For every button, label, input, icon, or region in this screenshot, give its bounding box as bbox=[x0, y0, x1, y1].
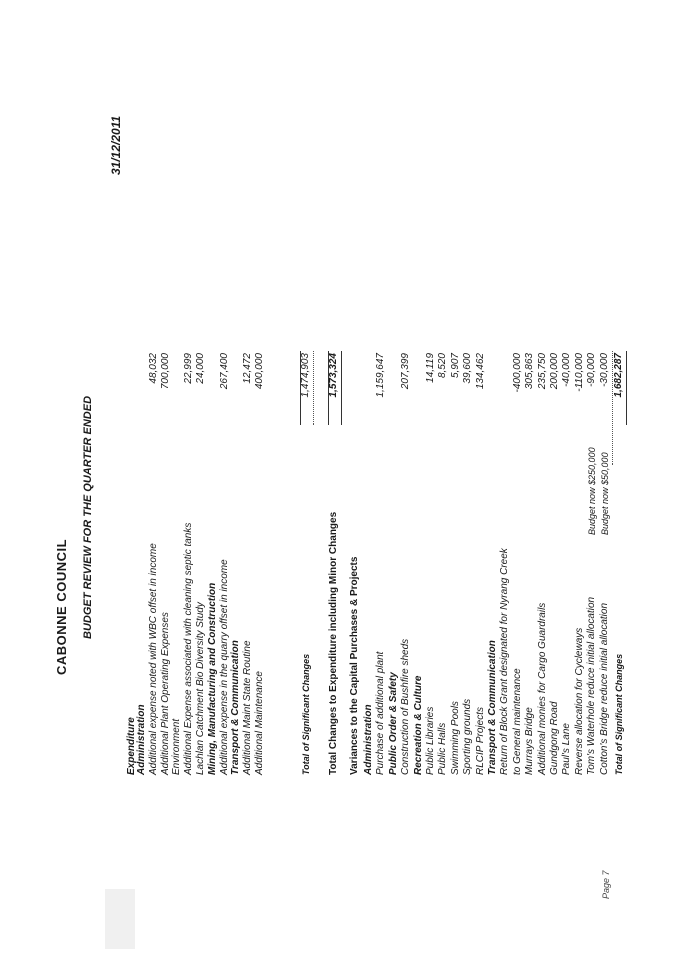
row-value: 48,032 bbox=[147, 353, 159, 384]
row-label: Additional Maint State Routine bbox=[242, 640, 254, 775]
row-value: 5,907 bbox=[449, 353, 461, 379]
row-label: Additional Maintenance bbox=[254, 671, 265, 775]
row-label: Mining, Manufacturing and Construction bbox=[206, 582, 218, 775]
row-label: Environment bbox=[171, 718, 183, 775]
row-value: 134,462 bbox=[474, 353, 486, 390]
row-label: Transport & Communication bbox=[487, 640, 498, 775]
page-number: Page 7 bbox=[601, 870, 611, 899]
row-value: 267,400 bbox=[218, 353, 230, 390]
row-label: Murrays Bridge bbox=[524, 707, 536, 775]
row-note: Budget now $50,000 bbox=[599, 452, 610, 535]
row-note: Budget now $250,000 bbox=[587, 447, 598, 535]
row-label: RLCIP Projects bbox=[474, 707, 486, 775]
row-label: Administration bbox=[136, 704, 147, 775]
row-value: 39,600 bbox=[462, 353, 474, 384]
capital-heading: Variances to the Capital Purchases & Projects bbox=[349, 556, 360, 775]
row-value: 235,750 bbox=[536, 353, 548, 390]
row-value: 200,000 bbox=[549, 353, 560, 390]
row-value: -90,000 bbox=[586, 353, 598, 387]
row-label: Cotton's Bridge reduce initial allocation bbox=[598, 602, 610, 775]
row-label: Administration bbox=[363, 704, 374, 775]
row-value: -400,000 bbox=[511, 353, 523, 393]
row-label: Additional Expense associated with cleaning septic tanks bbox=[183, 522, 195, 775]
expenditure-total-significant-value: 1,474,903 bbox=[300, 353, 311, 398]
expenditure-heading: Expenditure bbox=[126, 717, 137, 775]
row-value: 24,000 bbox=[195, 353, 206, 384]
row-label: Transport & Communication bbox=[230, 640, 242, 775]
row-label: Additional Plant Operating Expenses bbox=[159, 612, 171, 775]
row-label: Tom's Waterhole reduce initial allocation bbox=[586, 596, 598, 775]
council-title: CABONNE COUNCIL bbox=[54, 538, 69, 675]
capital-total-significant-label: Total of Significant Changes bbox=[614, 653, 624, 775]
row-value: 22,999 bbox=[183, 353, 195, 384]
row-value: -30,000 bbox=[598, 353, 610, 387]
row-label: Swimming Pools bbox=[449, 701, 461, 775]
row-label: Public Libraries bbox=[425, 706, 436, 775]
row-label: Additional expense in the quarry offset in income bbox=[218, 559, 230, 775]
row-label: Purchase of additional plant bbox=[375, 651, 387, 775]
capital-total-significant-value: 1,682,287 bbox=[613, 353, 624, 398]
row-label: Reverse allocation for Cycleways bbox=[573, 627, 585, 775]
row-value: -110,000 bbox=[573, 353, 585, 392]
row-value: 207,399 bbox=[400, 353, 412, 390]
row-value: 8,520 bbox=[437, 353, 449, 379]
row-label: Public Halls bbox=[437, 722, 449, 775]
row-label: Construction of Bushfire sheds bbox=[400, 638, 412, 775]
rule bbox=[612, 351, 613, 465]
scan-artifact bbox=[105, 889, 135, 949]
row-label: Recreation & Culture bbox=[412, 675, 424, 775]
row-label: Paul's Lane bbox=[561, 723, 573, 775]
row-value: 14,119 bbox=[425, 353, 436, 383]
row-value: -40,000 bbox=[561, 353, 573, 387]
rule bbox=[626, 351, 627, 425]
row-label: Public Order & Safety bbox=[387, 672, 399, 775]
expenditure-total-significant-label: Total of Significant Changes bbox=[301, 653, 311, 775]
row-value: 400,000 bbox=[254, 353, 265, 390]
row-value: 1,159,647 bbox=[375, 353, 387, 398]
rule bbox=[313, 351, 314, 425]
row-label: Additional expense noted with WBC offset in income bbox=[147, 543, 159, 775]
row-label: Gundgong Road bbox=[549, 701, 560, 775]
rule bbox=[341, 351, 342, 425]
row-label: Additional monies for Cargo Guardrails bbox=[536, 602, 548, 775]
row-label: Sporting grounds bbox=[462, 698, 474, 775]
expenditure-total-minor-value: 1,573,324 bbox=[328, 353, 339, 398]
row-label: to General maintenance bbox=[511, 668, 523, 775]
row-label: Return of Block Grant designated for Nyrang Creek bbox=[499, 548, 511, 775]
row-label: Lachlan Catchment Bio Diversity Study bbox=[195, 602, 206, 775]
expenditure-total-minor-label: Total Changes to Expenditure including Minor Changes bbox=[328, 511, 339, 775]
row-value: 12,472 bbox=[242, 353, 254, 384]
report-date: 31/12/2011 bbox=[109, 115, 123, 175]
row-value: 700,000 bbox=[159, 353, 171, 390]
report-title: BUDGET REVIEW FOR THE QUARTER ENDED bbox=[82, 395, 94, 639]
row-value: 305,863 bbox=[524, 353, 536, 390]
